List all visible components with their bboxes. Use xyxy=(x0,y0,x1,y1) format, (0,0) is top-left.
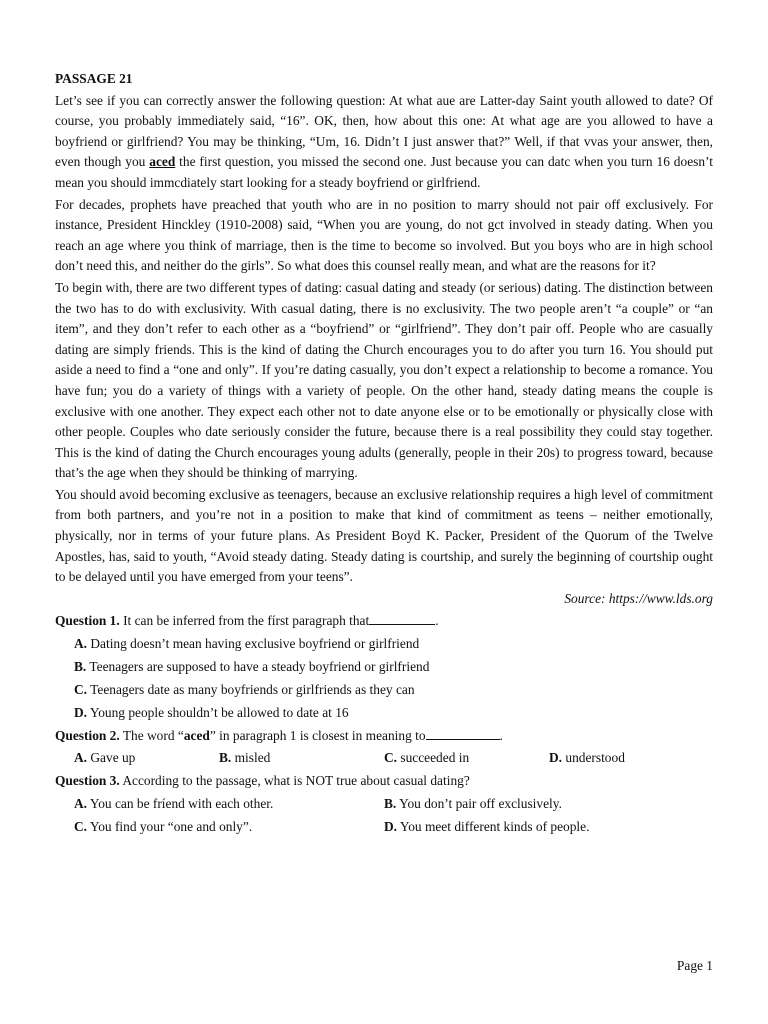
option-text: You find your “one and only”. xyxy=(87,818,253,834)
q1-option-d[interactable] xyxy=(74,703,713,724)
paragraph-1 xyxy=(55,91,713,194)
page-number: Page 1 xyxy=(676,958,713,973)
question-1-label: Question 1. xyxy=(55,613,120,629)
q3-options-row-1 xyxy=(74,794,713,815)
q3-option-b[interactable] xyxy=(384,794,562,815)
option-letter: C. xyxy=(74,818,88,834)
option-text: You meet different kinds of people. xyxy=(397,818,590,834)
q1-option-b[interactable] xyxy=(74,657,713,678)
question-2-label: Question 2. xyxy=(55,727,120,743)
question-1-text: It can be inferred from the fírst paragraph that xyxy=(119,613,370,629)
q1-option-c[interactable] xyxy=(74,680,713,701)
option-text: You don’t pair off exclusively. xyxy=(396,795,562,811)
paragraph-1-after: the first question, you missed the second one. Just because you can datc when you turn 16 doesn’t mean you should immcdiately start looking for a steady boyfriend or girlfriend. xyxy=(55,154,713,190)
source-citation: Source: https://www.lds.org xyxy=(564,590,713,606)
option-letter: A. xyxy=(74,795,88,811)
option-letter: D. xyxy=(549,750,563,766)
q2-option-c[interactable] xyxy=(384,748,549,769)
option-text: Dating doesn’t mean having exclusive boyfriend or girlfriend xyxy=(87,636,420,652)
option-letter: A. xyxy=(74,636,88,652)
q3-options-row-2 xyxy=(74,817,713,838)
option-letter: C. xyxy=(74,681,88,697)
q2-option-a[interactable] xyxy=(74,748,219,769)
option-text: Teenagers are supposed to have a steady boyfriend or girlfriend xyxy=(86,658,430,674)
option-text: misled xyxy=(231,750,271,766)
paragraph-4: You should avoid becoming exclusive as teenagers, because an exclusive relationship requires a high level of commitment from both partners, and you’re not in a position to make that kind of commitment as teens – neither emotionally, physically, nor in terms of your future plans. As President Boyd K. Packer, President of the Quorum of the Twelve Apostles, has, said to youth, “Avoid steady dating. Steady dating is courtship, and surely the beginning of courtship ought to be delayed until you have emerged from your teens”. xyxy=(55,486,713,585)
answer-blank xyxy=(369,611,435,625)
paragraph-1-before: Let’s see if you can correctly answer the following question: At what aue are Latter-day Saint youth allowed to date? Of course, you probably immediately said, “16”. OK, then, how about this one: At what age are you allowed to have a boyfriend or girlfriend? You may be thinking, “Um, 16. Didn’t I just answer that?” Well, if that vvas your answer, then, even though you xyxy=(55,92,713,170)
question-2-text-after: ” in paragraph 1 is closest in meaning to xyxy=(209,727,426,743)
document-page xyxy=(55,69,713,839)
option-letter: D. xyxy=(74,704,88,720)
option-letter: D. xyxy=(384,818,398,834)
option-letter: B. xyxy=(74,658,87,674)
q1-option-a[interactable] xyxy=(74,634,713,655)
option-letter: B. xyxy=(384,795,397,811)
q3-option-d[interactable] xyxy=(384,817,589,838)
option-letter: A. xyxy=(74,750,88,766)
question-1-end: . xyxy=(435,613,439,629)
q3-option-a[interactable] xyxy=(74,794,384,815)
option-text: Young people shouldn’t be allowed to date at 16 xyxy=(87,704,349,720)
question-3-text: According to the passage, what is NOT true about casual dating? xyxy=(119,773,470,789)
question-1 xyxy=(55,611,713,632)
question-2 xyxy=(55,726,713,747)
option-text: Gave up xyxy=(87,750,136,766)
q3-option-c[interactable] xyxy=(74,817,384,838)
question-2-end: . xyxy=(499,727,503,743)
question-2-text-before: The word “ xyxy=(119,727,184,743)
answer-blank xyxy=(426,726,500,740)
option-letter: C. xyxy=(384,750,398,766)
passage-title: PASSAGE 21 xyxy=(55,71,133,86)
option-text: understood xyxy=(562,750,625,766)
question-2-word: aced xyxy=(183,727,210,743)
option-text: succeeded in xyxy=(397,750,470,766)
paragraph-2: For decades, prophets have preached that youth who are in no position to marry should not pair off exclusively. For instance, President Hinckley (1910-2008) said, “When you are young, do not gct involved in steady dating. When you reach an age where you think of marriage, then is the time to become so involved. But you boys who are in high school don’t need this, and neither do the girls”. So what does this counsel really mean, and what are the reasons for it? xyxy=(55,196,713,274)
highlighted-word: aced xyxy=(149,154,176,170)
q2-options-row xyxy=(74,748,713,769)
option-letter: B. xyxy=(219,750,232,766)
question-3 xyxy=(55,771,713,792)
question-3-label: Question 3. xyxy=(55,773,120,789)
q2-option-d[interactable] xyxy=(549,748,694,769)
option-text: You can be fríend with each other. xyxy=(87,795,274,811)
option-text: Teenagers date as many boyfriends or girlfriends as they can xyxy=(87,681,415,697)
paragraph-3: To begin with, there are two different types of dating: casual dating and steady (or serious) dating. The distinction between the two has to do with exclusivity. With casual dating, there is no exclusivity. The two people aren’t “a couple” or “an item”, and they don’t refer to each other as a “boyfriend” or “girlfriend”. They don’t pair off. People who are casually dating are simply friends. This is the kind of dating the Church encourages you to do after you turn 16. You should put aside a need to find a “one and only”. If you’re dating casually, you don’t expect a relationship to become a romance. You have fun; you do a variety of things with a variety of people. On the other hand, steady dating means the couple is exclusive with one another. They expect each other not to date anyone else or to be emotionally or physically close with other people. Couples who date seriously consider the future, because there is a real possibility they could stay together. This is the kind of dating the Church encourages young adults (generally, people in their 20s) to progress toward, because that’s the age when they should be thinking of marrying. xyxy=(55,279,713,481)
q2-option-b[interactable] xyxy=(219,748,384,769)
